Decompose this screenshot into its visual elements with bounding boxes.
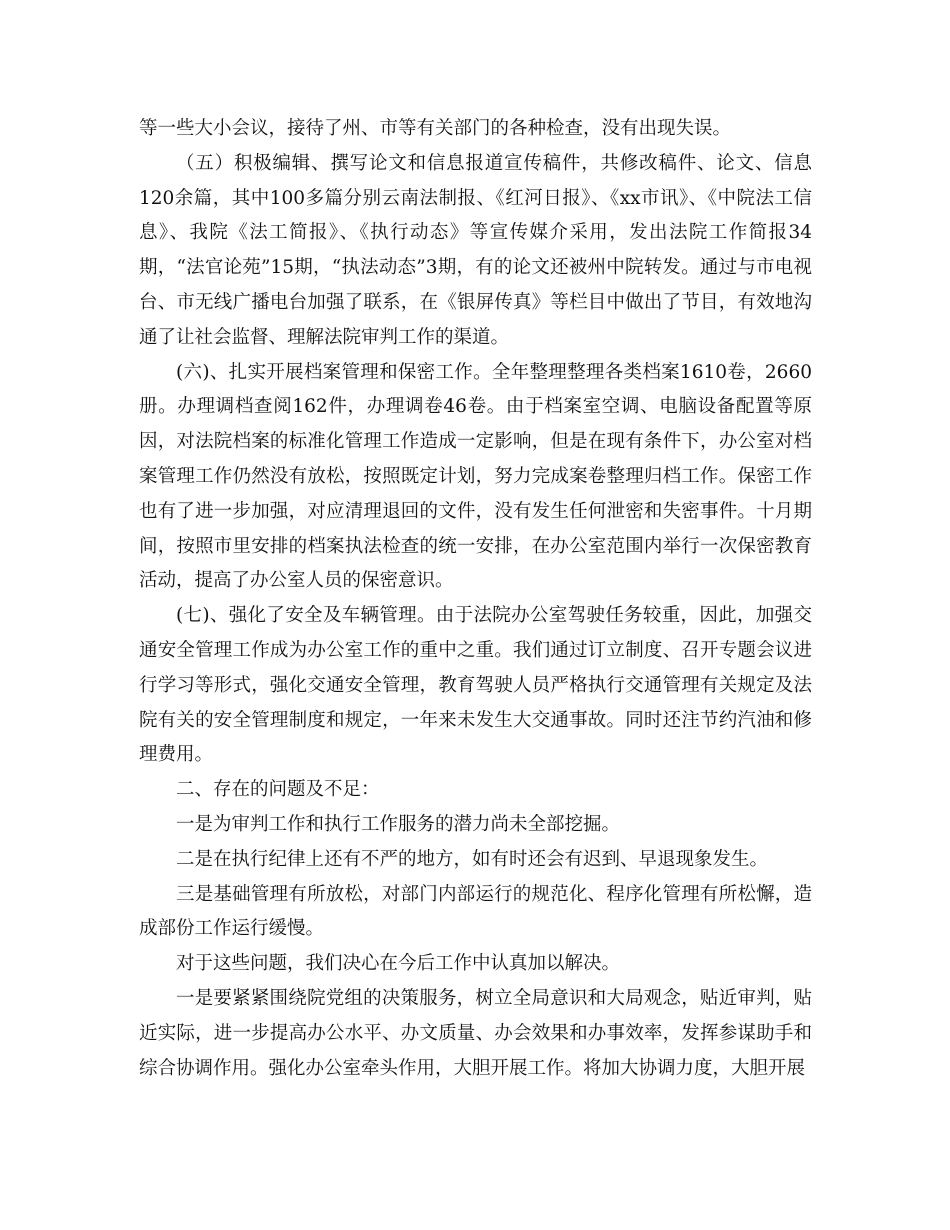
paragraph: 三是基础管理有所放松，对部门内部运行的规范化、程序化管理有所松懈，造成部份工作运行缓慢。 (139, 883, 812, 940)
paragraph: (七)、强化了安全及车辆管理。由于法院办公室驾驶任务较重，因此，加强交通安全管理工作成为办公室工作的重中之重。我们通过订立制度、召开专题会议进行学习等形式，强化交通安全管理，教育驾驶人员严格执行交通管理有关规定及法院有关的安全管理制度和规定，一年来未发生大交通事故。同时还注节约汽油和修理费用。 (139, 605, 812, 766)
paragraph: （五）积极编辑、撰写论文和信息报道宣传稿件，共修改稿件、论文、信息120余篇，其中100多篇分别云南法制报、《红河日报》、《xx市讯》、《中院法工信息》、我院《法工简报》、《执行动态》等宣传媒介采用，发出法院工作简报34期，“法官论苑”15期，“执法动态”3期，有的论文还被州中院转发。通过与市电视台、市无线广播电台加强了联系，在《银屏传真》等栏目中做出了节目，有效地沟通了让社会监督、理解法院审判工作的渠道。 (139, 152, 812, 348)
paragraph: 二是在执行纪律上还有不严的地方，如有时还会有迟到、早退现象发生。 (176, 848, 769, 870)
paragraph: 对于这些问题，我们决心在今后工作中认真加以解决。 (176, 953, 621, 975)
document-body (139, 112, 812, 1086)
paragraph: (六)、扎实开展档案管理和保密工作。全年整理整理各类档案1610卷，2660册。办理调档查阅162件，办理调卷46卷。由于档案室空调、电脑设备配置等原因，对法院档案的标准化管理工作造成一定影响，但是在现有条件下，办公室对档案管理工作仍然没有放松，按照既定计划，努力完成案卷整理归档工作。保密工作也有了进一步加强，对应清理退回的文件，没有发生任何泄密和失密事件。十月期间，按照市里安排的档案执法检查的统一安排，在办公室范围内举行一次保密教育活动，提高了办公室人员的保密意识。 (139, 361, 812, 592)
section-heading: 二、存在的问题及不足： (176, 779, 380, 801)
paragraph: 一是要紧紧围绕院党组的决策服务，树立全局意识和大局观念，贴近审判，贴近实际，进一步提高办公水平、办文质量、办会效果和办事效率，发挥参谋助手和综合协调作用。强化办公室牵头作用，大胆开展工作。将加大协调力度，大胆开展 (139, 987, 812, 1079)
paragraph: 等一些大小会议，接待了州、市等有关部门的各种检查，没有出现失误。 (139, 118, 732, 139)
paragraph: 一是为审判工作和执行工作服务的潜力尚未全部挖掘。 (176, 813, 621, 835)
